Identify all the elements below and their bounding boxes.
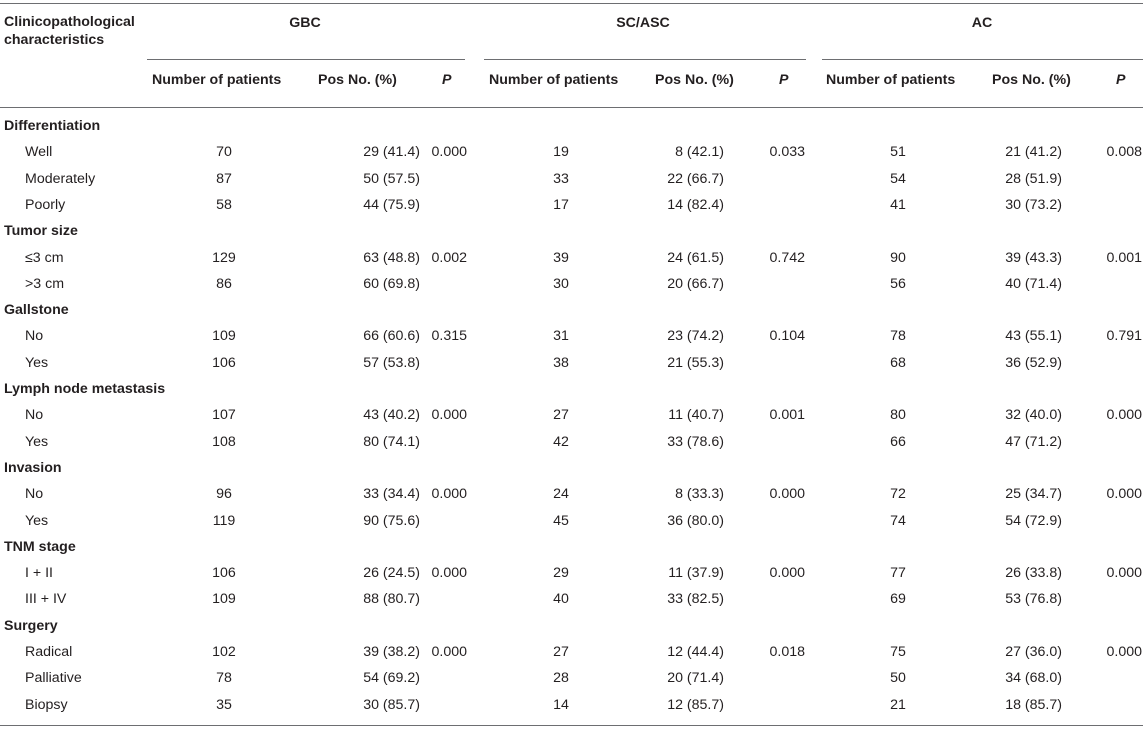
table-row: [0, 640, 1143, 666]
gbc-number-cell: 107: [212, 407, 236, 424]
sc-pos-cell: 14 (82.4): [667, 196, 724, 213]
group-header-sc-asc: SC/ASC: [616, 15, 670, 31]
ac-number-cell: 68: [890, 354, 906, 371]
ac-number-cell: 80: [890, 407, 906, 424]
sc-number-cell: 28: [553, 670, 569, 687]
row-label: No: [25, 328, 44, 345]
gbc-p-value-cell: 0.000: [431, 407, 467, 424]
ac-number-cell: 54: [890, 170, 906, 187]
table-row: [0, 693, 1143, 719]
ac-pos-cell: 34 (68.0): [1005, 670, 1062, 687]
ac-p-value-cell: 0.000: [1106, 407, 1142, 424]
sc-pos-cell: 20 (66.7): [667, 275, 724, 292]
section-row: [0, 614, 1143, 640]
table-row: [0, 193, 1143, 219]
row-label: No: [25, 407, 44, 424]
section-row: [0, 456, 1143, 482]
ac-p-value-cell: 0.000: [1106, 486, 1142, 503]
gbc-number-cell: 102: [212, 644, 236, 660]
row-label: Biopsy: [25, 696, 68, 713]
gbc-pos-cell: 60 (69.8): [363, 275, 420, 292]
table-row: [0, 666, 1143, 692]
gbc-number-cell: 70: [216, 144, 232, 161]
table-row: [0, 587, 1143, 613]
gbc-p-value-cell: 0.000: [431, 144, 467, 161]
row-label: Moderately: [25, 170, 96, 187]
ac-number-cell: 41: [890, 196, 906, 213]
section-label: Invasion: [4, 459, 62, 476]
sc-pos-cell: 24 (61.5): [667, 249, 724, 266]
sc-number-cell: 27: [553, 407, 569, 424]
section-label: Lymph node metastasis: [4, 381, 166, 397]
sc-number-cell: 38: [553, 354, 569, 371]
ac-pos-cell: 26 (33.8): [1005, 565, 1062, 582]
gbc-group-rule: [147, 59, 465, 60]
ac-number-cell: 72: [890, 486, 906, 503]
sc-p-value-cell: 0.000: [769, 486, 805, 503]
ac-number-cell: 66: [890, 433, 906, 450]
sc-number-cell: 31: [553, 328, 569, 345]
gbc-number-cell: 86: [216, 275, 232, 292]
subheader-sc-pos: Pos No. (%): [655, 72, 734, 88]
sc-p-value-cell: 0.001: [769, 407, 805, 424]
gbc-number-cell: 119: [212, 512, 236, 529]
ac-p-value-cell: 0.008: [1106, 144, 1142, 161]
subheader-sc-number: Number of patients: [489, 72, 619, 88]
gbc-pos-cell: 26 (24.5): [363, 565, 420, 582]
ac-pos-cell: 28 (51.9): [1005, 170, 1062, 187]
ac-group-rule: [822, 59, 1143, 60]
row-label: Palliative: [25, 670, 82, 687]
gbc-pos-cell: 30 (85.7): [363, 696, 420, 713]
sc-pos-cell: 8 (42.1): [675, 144, 724, 161]
table-row: [0, 482, 1143, 508]
sc-asc-group-rule: [484, 59, 806, 60]
gbc-number-cell: 108: [212, 433, 236, 450]
sc-number-cell: 33: [553, 170, 569, 187]
gbc-p-value-cell: 0.000: [431, 486, 467, 503]
sc-pos-cell: 33 (82.5): [667, 591, 724, 608]
row-label: Yes: [25, 433, 49, 450]
gbc-p-value-cell: 0.000: [431, 565, 467, 582]
section-row: [0, 535, 1143, 561]
ac-p-value-cell: 0.791: [1106, 328, 1142, 345]
section-row: [0, 298, 1143, 324]
gbc-pos-cell: 80 (74.1): [363, 433, 420, 450]
table-row: [0, 167, 1143, 193]
ac-pos-cell: 18 (85.7): [1005, 696, 1062, 713]
table-row: [0, 509, 1143, 535]
sc-number-cell: 39: [553, 249, 569, 266]
gbc-number-cell: 106: [212, 565, 236, 582]
ac-number-cell: 90: [890, 249, 906, 266]
gbc-pos-cell: 33 (34.4): [363, 486, 420, 503]
subheader-ac-p: P: [1116, 72, 1126, 88]
row-label: ≤3 cm: [25, 249, 64, 266]
ac-p-value-cell: 0.000: [1106, 565, 1142, 582]
table-row: [0, 430, 1143, 456]
table-row: [0, 403, 1143, 429]
subheader-gbc-pos: Pos No. (%): [318, 72, 397, 88]
sc-number-cell: 42: [553, 433, 569, 450]
subheader-ac-pos: Pos No. (%): [992, 72, 1071, 88]
gbc-number-cell: 35: [216, 696, 232, 713]
table-top-rule: [0, 3, 1143, 4]
ac-number-cell: 78: [890, 328, 906, 345]
table-row: [0, 324, 1143, 350]
group-header-gbc: GBC: [289, 15, 321, 31]
ac-number-cell: 77: [890, 565, 906, 582]
gbc-pos-cell: 57 (53.8): [363, 354, 420, 371]
gbc-number-cell: 129: [212, 249, 236, 266]
sc-number-cell: 17: [553, 196, 569, 213]
ac-pos-cell: 47 (71.2): [1005, 433, 1062, 450]
gbc-pos-cell: 43 (40.2): [363, 407, 420, 424]
row-label: Yes: [25, 354, 49, 371]
ac-pos-cell: 32 (40.0): [1005, 407, 1062, 424]
ac-pos-cell: 30 (73.2): [1005, 196, 1062, 213]
ac-pos-cell: 54 (72.9): [1005, 512, 1062, 529]
characteristics-header: Clinicopathological characteristics: [4, 14, 135, 48]
row-label: Poorly: [25, 196, 66, 213]
gbc-p-value-cell: 0.002: [431, 249, 467, 266]
sc-number-cell: 27: [553, 644, 569, 660]
gbc-number-cell: 78: [216, 670, 232, 687]
ac-number-cell: 69: [890, 591, 906, 608]
section-row: [0, 114, 1143, 140]
ac-p-value-cell: 0.000: [1106, 644, 1142, 660]
section-row: [0, 377, 1143, 403]
table-row: [0, 246, 1143, 272]
ac-p-value-cell: 0.001: [1106, 249, 1142, 266]
subheader-sc-p: P: [779, 72, 789, 88]
row-label: No: [25, 486, 44, 503]
sc-number-cell: 40: [553, 591, 569, 608]
sc-pos-cell: 11 (37.9): [668, 565, 724, 582]
sc-pos-cell: 12 (44.4): [667, 644, 724, 660]
sc-number-cell: 14: [553, 696, 569, 713]
ac-number-cell: 21: [890, 696, 906, 713]
table-row: [0, 272, 1143, 298]
subheader-gbc-p: P: [442, 72, 452, 88]
ac-number-cell: 51: [890, 144, 906, 161]
gbc-pos-cell: 54 (69.2): [363, 670, 420, 687]
sc-number-cell: 45: [553, 512, 569, 529]
sc-number-cell: 24: [553, 486, 569, 503]
section-label: Tumor size: [4, 223, 78, 240]
sc-p-value-cell: 0.742: [769, 249, 805, 266]
gbc-pos-cell: 90 (75.6): [363, 512, 420, 529]
gbc-number-cell: 96: [216, 486, 232, 503]
sc-pos-cell: 8 (33.3): [675, 486, 724, 503]
gbc-number-cell: 109: [212, 591, 236, 608]
section-row: [0, 219, 1143, 245]
group-header-ac: AC: [971, 15, 993, 31]
ac-number-cell: 74: [890, 512, 906, 529]
section-label: Gallstone: [4, 302, 69, 319]
gbc-number-cell: 109: [212, 328, 236, 345]
sc-p-value-cell: 0.033: [769, 144, 805, 161]
sc-pos-cell: 12 (85.7): [667, 696, 724, 713]
row-label: >3 cm: [25, 275, 65, 292]
gbc-number-cell: 106: [212, 354, 236, 371]
sc-pos-cell: 20 (71.4): [667, 670, 724, 687]
table-header-rule: [0, 107, 1143, 108]
subheader-gbc-number: Number of patients: [152, 72, 282, 88]
ac-number-cell: 75: [890, 644, 906, 660]
gbc-pos-cell: 63 (48.8): [363, 249, 420, 266]
row-label: Radical: [25, 644, 73, 660]
gbc-number-cell: 58: [216, 196, 232, 213]
row-label: III + IV: [25, 591, 67, 608]
section-label: TNM stage: [4, 538, 76, 555]
ac-pos-cell: 21 (41.2): [1005, 144, 1062, 161]
table-bottom-rule: [0, 725, 1143, 726]
gbc-pos-cell: 66 (60.6): [363, 328, 420, 345]
sc-p-value-cell: 0.104: [769, 328, 805, 345]
ac-pos-cell: 53 (76.8): [1005, 591, 1062, 608]
ac-pos-cell: 36 (52.9): [1005, 354, 1062, 371]
gbc-pos-cell: 88 (80.7): [363, 591, 420, 608]
sc-number-cell: 30: [553, 275, 569, 292]
gbc-number-cell: 87: [216, 170, 232, 187]
sc-p-value-cell: 0.018: [769, 644, 805, 660]
row-label: I + II: [25, 565, 53, 582]
sc-pos-cell: 22 (66.7): [667, 170, 724, 187]
sc-pos-cell: 36 (80.0): [667, 512, 724, 529]
ac-pos-cell: 25 (34.7): [1005, 486, 1062, 503]
ac-pos-cell: 27 (36.0): [1005, 644, 1062, 660]
row-label: Well: [25, 144, 53, 161]
ac-pos-cell: 43 (55.1): [1005, 328, 1062, 345]
row-label: Yes: [25, 512, 49, 529]
gbc-p-value-cell: 0.000: [431, 644, 467, 660]
section-label: Surgery: [4, 617, 58, 634]
sc-pos-cell: 21 (55.3): [667, 354, 724, 371]
gbc-pos-cell: 39 (38.2): [363, 644, 420, 660]
gbc-pos-cell: 44 (75.9): [363, 196, 420, 213]
sc-pos-cell: 33 (78.6): [667, 433, 724, 450]
sc-number-cell: 19: [553, 144, 569, 161]
sc-pos-cell: 23 (74.2): [667, 328, 724, 345]
table-row: [0, 351, 1143, 377]
ac-number-cell: 50: [890, 670, 906, 687]
ac-pos-cell: 40 (71.4): [1005, 275, 1062, 292]
gbc-pos-cell: 29 (41.4): [363, 144, 420, 161]
sc-number-cell: 29: [553, 565, 569, 582]
section-label: Differentiation: [4, 118, 101, 134]
sc-p-value-cell: 0.000: [769, 565, 805, 582]
sc-pos-cell: 11 (40.7): [668, 407, 724, 424]
gbc-pos-cell: 50 (57.5): [363, 170, 420, 187]
subheader-ac-number: Number of patients: [826, 72, 956, 88]
ac-pos-cell: 39 (43.3): [1005, 249, 1062, 266]
table-row: [0, 561, 1143, 587]
gbc-p-value-cell: 0.315: [431, 328, 467, 345]
table-row: [0, 140, 1143, 166]
ac-number-cell: 56: [890, 275, 906, 292]
